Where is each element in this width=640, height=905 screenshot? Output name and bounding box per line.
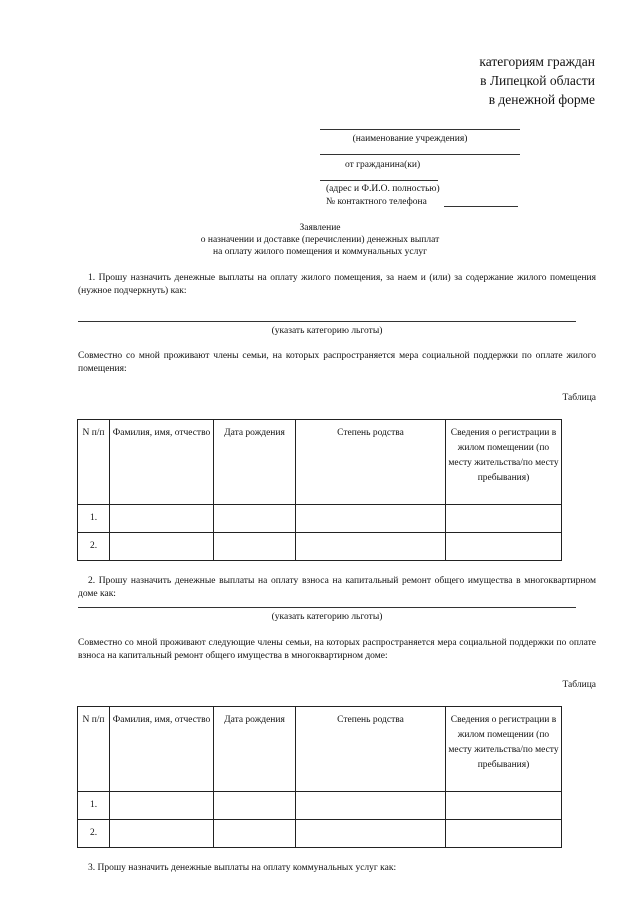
row-number: 1. (78, 792, 110, 820)
header-number: N п/п (78, 707, 110, 792)
header-relationship: Степень родства (296, 707, 446, 792)
header-number: N п/п (78, 420, 110, 505)
phone-line (444, 206, 518, 207)
table-row (78, 505, 562, 533)
institution-line (320, 129, 520, 130)
section1-text: 1. Прошу назначить денежные выплаты на оплату жилого помещения, за наем и (или) за содержание жилого помещения (нужное подчеркнуть) как: (78, 273, 596, 296)
section2-family-text: Совместно со мной проживают следующие члены семьи, на которых распространяется мера социальной поддержки по оплате взноса на капитальный ремонт общего имущества в многоквартирном доме: (78, 638, 596, 661)
cell-birth-date (214, 533, 296, 561)
header-line-1: категориям граждан (479, 54, 595, 69)
row-number: 1. (78, 505, 110, 533)
header-birth-date: Дата рождения (214, 420, 296, 505)
table-row (78, 792, 562, 820)
section2-benefit-line (78, 607, 576, 608)
cell-birth-date (214, 792, 296, 820)
header-registration: Сведения о регистрации в жилом помещении (по месту жительства/по месту пребывания) (446, 707, 562, 792)
header-birth-date: Дата рождения (214, 707, 296, 792)
header-line-2: в Липецкой области (480, 73, 595, 88)
row-number: 2. (78, 533, 110, 561)
cell-registration (446, 792, 562, 820)
section3-text: 3. Прошу назначить денежные выплаты на оплату коммунальных услуг как: (88, 863, 397, 873)
cell-registration (446, 505, 562, 533)
header-line-3: в денежной форме (488, 92, 595, 107)
cell-registration (446, 533, 562, 561)
section1-benefit-line (78, 321, 576, 322)
cell-full-name (110, 792, 214, 820)
title-line-3: на оплату жилого помещения и коммунальных услуг (213, 247, 427, 257)
header-relationship: Степень родства (296, 420, 446, 505)
address-line (320, 180, 438, 181)
cell-birth-date (214, 820, 296, 848)
header-full-name: Фамилия, имя, отчество (110, 707, 214, 792)
section1-family-text: Совместно со мной проживают члены семьи, на которых распространяется мера социальной поддержки по оплате жилого помещения: (78, 351, 596, 374)
family-table-1 (77, 419, 562, 561)
address-caption: (адрес и Ф.И.О. полностью) (326, 184, 440, 194)
title-line-1: Заявление (299, 223, 341, 233)
table-header-row (78, 707, 562, 792)
cell-full-name (110, 533, 214, 561)
table-header-row (78, 420, 562, 505)
cell-relationship (296, 533, 446, 561)
table-row (78, 533, 562, 561)
cell-relationship (296, 792, 446, 820)
cell-birth-date (214, 505, 296, 533)
section1-table-label: Таблица (562, 393, 596, 403)
section2-table-label: Таблица (562, 680, 596, 690)
cell-full-name (110, 820, 214, 848)
family-table-2 (77, 706, 562, 848)
row-number: 2. (78, 820, 110, 848)
institution-line-2 (320, 154, 520, 155)
header-full-name: Фамилия, имя, отчество (110, 420, 214, 505)
header-registration: Сведения о регистрации в жилом помещении (по месту жительства/по месту пребывания) (446, 420, 562, 505)
from-caption: от гражданина(ки) (345, 160, 421, 170)
section1-caption: (указать категорию льготы) (271, 326, 383, 336)
section2-text: 2. Прошу назначить денежные выплаты на оплату взноса на капитальный ремонт общего имущества в многоквартирном доме как: (78, 576, 596, 599)
institution-caption: (наименование учреждения) (352, 134, 468, 144)
cell-registration (446, 820, 562, 848)
cell-relationship (296, 820, 446, 848)
cell-relationship (296, 505, 446, 533)
title-line-2: о назначении и доставке (перечислении) денежных выплат (200, 235, 440, 245)
table-row (78, 820, 562, 848)
phone-label: № контактного телефона (326, 197, 427, 207)
document-title (140, 222, 500, 258)
header-block (479, 52, 595, 109)
cell-full-name (110, 505, 214, 533)
section2-caption: (указать категорию льготы) (271, 612, 383, 622)
